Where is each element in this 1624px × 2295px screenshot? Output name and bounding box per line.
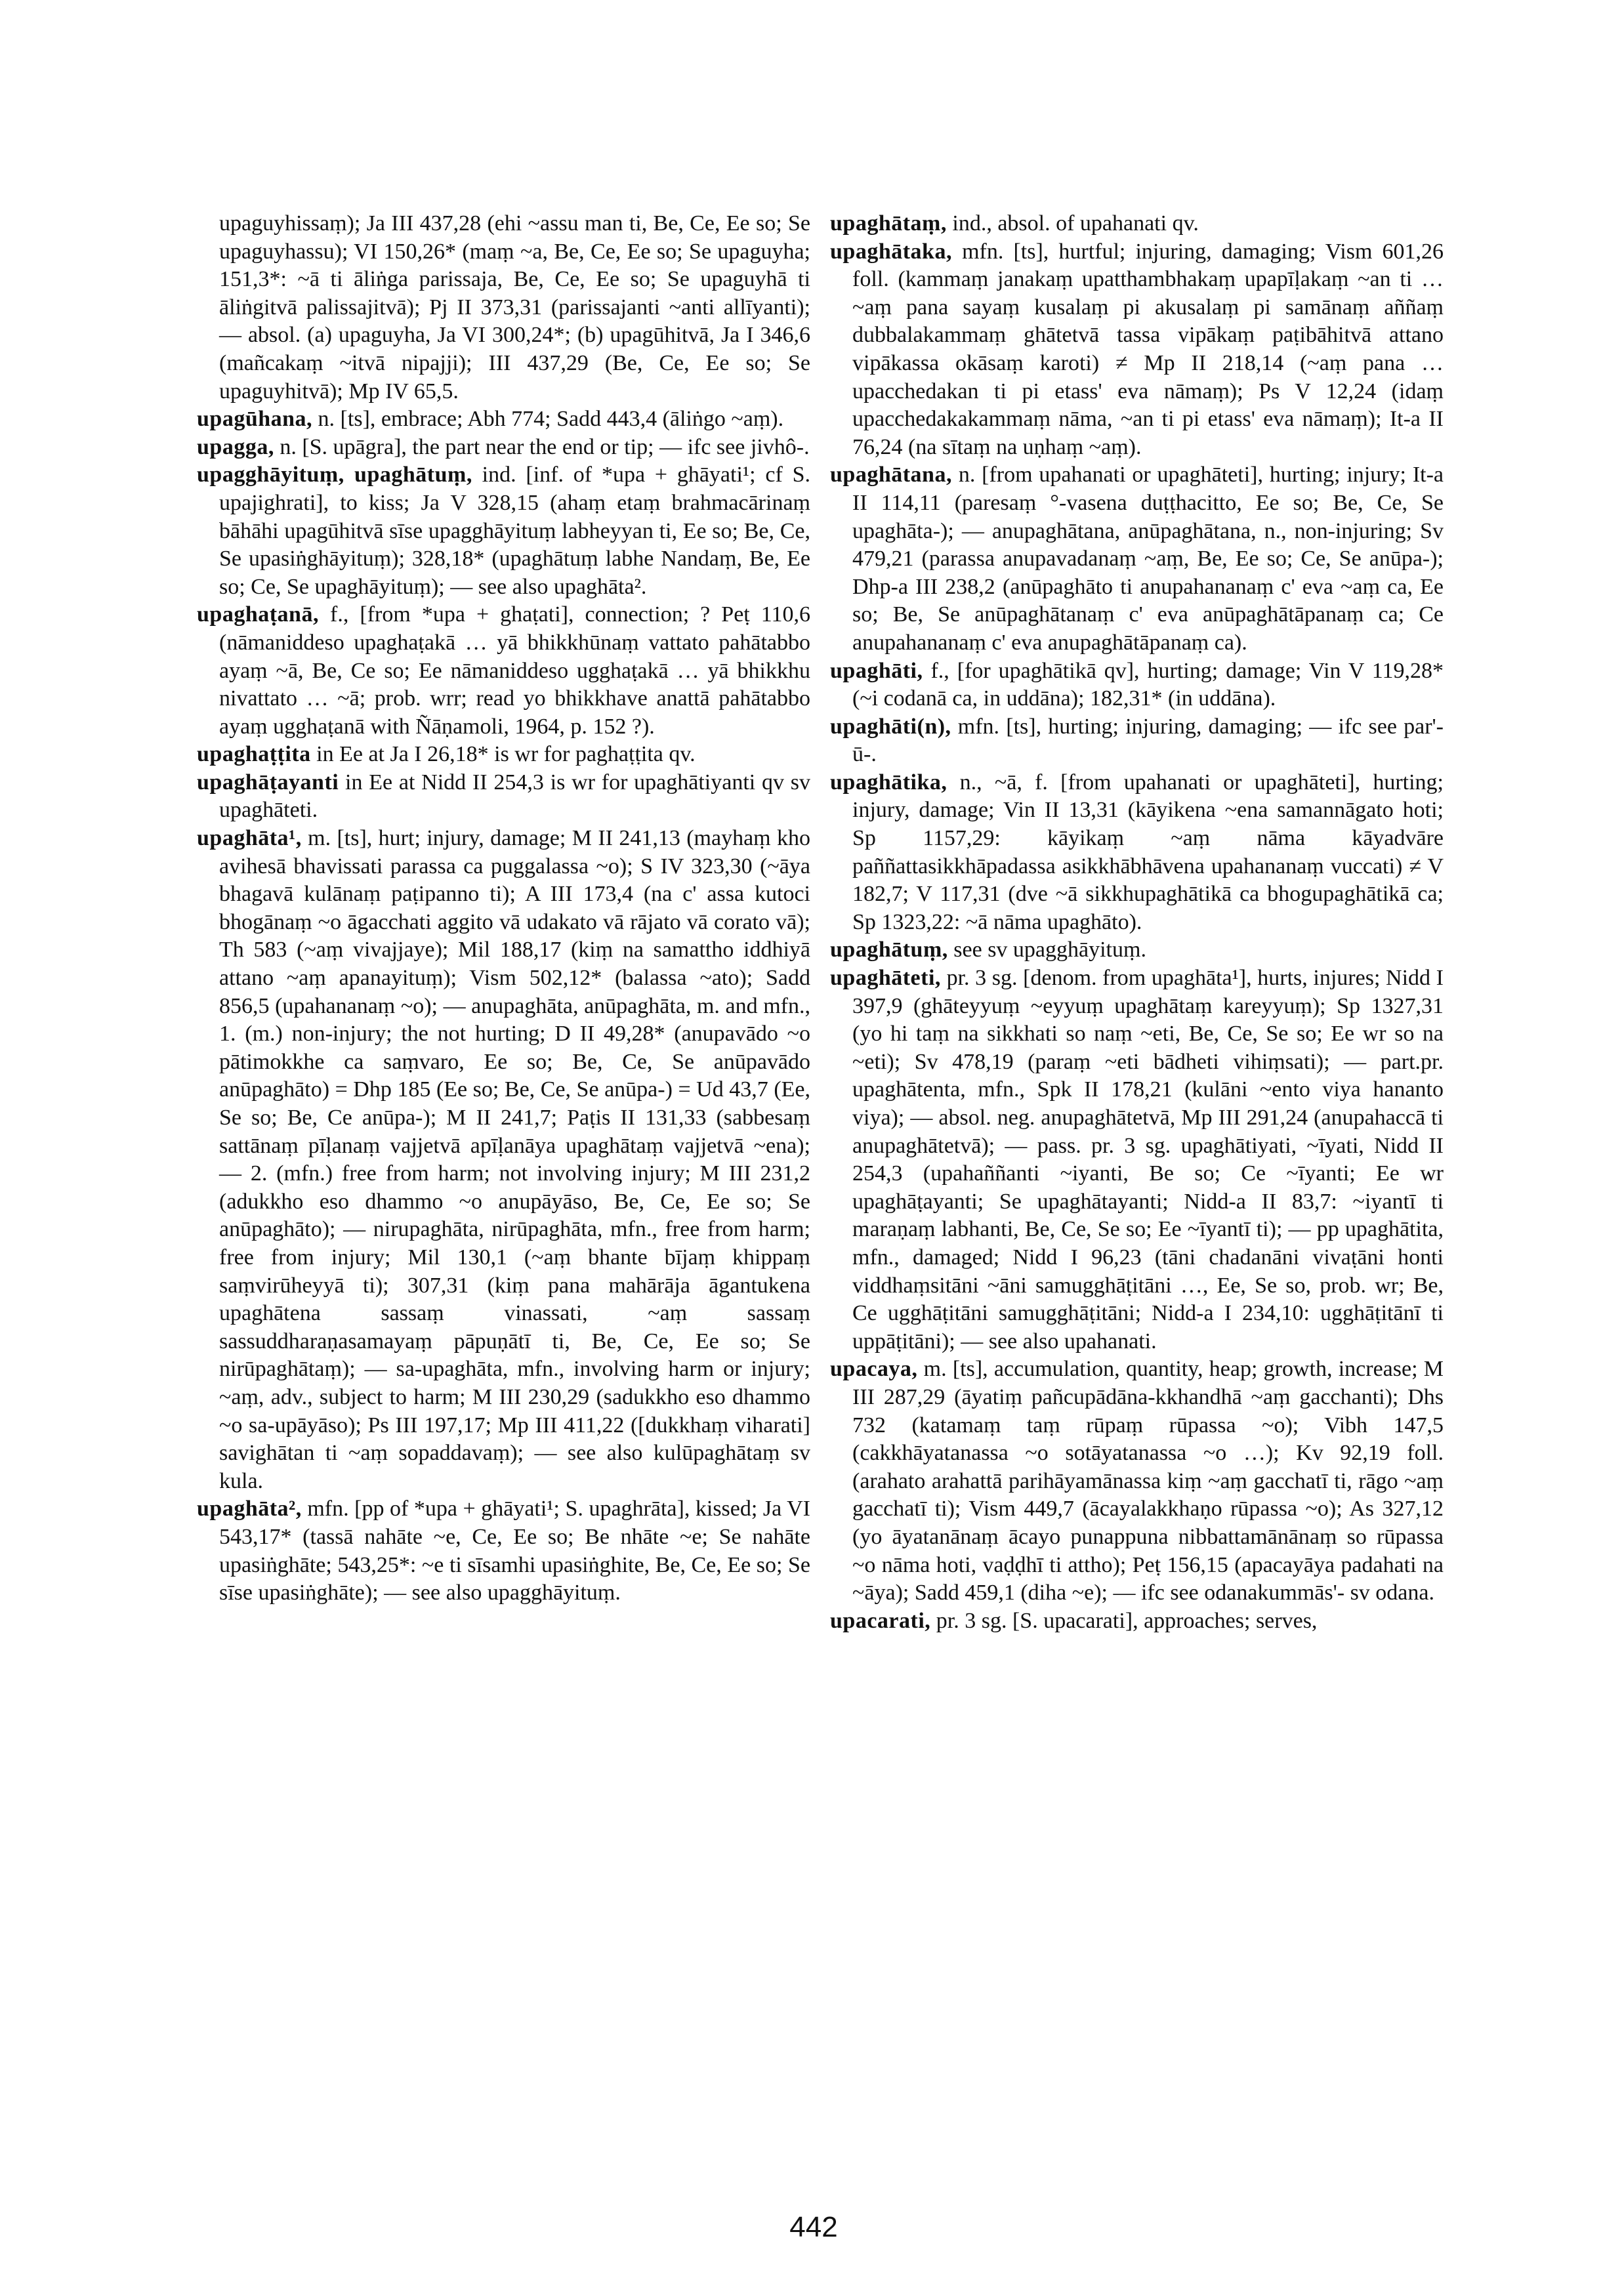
entry-text: mfn. [pp of *upa + ghāyati¹; S. upaghrāta], kissed; Ja VI 543,17* (tassā nahāte ~e, Ce, Ee so; Be nhāte ~e; Se nahāte upasiṅghāte; 543,25*: ~e ti sīsamhi upasiṅghite, Be, Ce, Ee so; Se sīse upasiṅghāte); — see also upagghāyituṃ. xyxy=(219,1497,811,1605)
entry-text: mfn. [ts], hurtful; injuring, damaging; Vism 601,26 foll. (kammaṃ janakaṃ upatthambhakaṃ upapīḷakaṃ ~an ti … ~aṃ pana sayaṃ kusalaṃ pi akusalaṃ pi samānaṃ aññaṃ dubbalakammaṃ ghātetvā tassa vipākaṃ paṭibāhitvā attano vipākassa okāsaṃ karoti) ≠ Mp II 218,14 (~aṃ pana … upacchedakan ti pi etass' eva nāmaṃ); Ps V 12,24 (idaṃ upacchedakakammaṃ nāma, ~an ti pi etass' eva nāmaṃ); It-a II 76,24 (na sītaṃ na uṇhaṃ ~aṃ). xyxy=(852,239,1444,459)
dictionary-entry xyxy=(830,769,1444,937)
entry-text: in Ee at Ja I 26,18* is wr for paghaṭṭita qv. xyxy=(316,742,696,767)
entry-text: upaguyhissaṃ); Ja III 437,28 (ehi ~assu man ti, Be, Ce, Ee so; Se upaguyhassu); VI 150,26* (maṃ ~a, Be, Ce, Ee so; Se upaguyha; 151,3*: ~ā ti āliṅga parissaja, Be, Ce, Ee so; Se upaguyhā ti āliṅgitvā palissajitvā); Pj II 373,31 (parissajanti ~anti allīyanti); — absol. (a) upaguyha, Ja VI 300,24*; (b) upagūhitvā, Ja I 346,6 (mañcakaṃ ~itvā nipajji); III 437,29 (Be, Ce, Ee so; Se upaguyhitvā); Mp IV 65,5. xyxy=(219,211,810,403)
entry-text: f., [from *upa + ghaṭati], connection; ? Peṭ 110,6 (nāmaniddeso upaghaṭakā … yā bhikkhūnaṃ vattato pahātabbo ayaṃ ~ā, Be, Ce so; Ee nāmaniddeso ugghaṭakā … yā bhikkhu nivattato … ~ā; prob. wrr; read yo bhikkhave anattā pahātabbo ayaṃ ugghaṭanā with Ñāṇamoli, 1964, p. 152 ?). xyxy=(219,602,811,739)
dictionary-entry xyxy=(197,434,810,462)
dictionary-entry xyxy=(197,1495,810,1607)
entry-text: pr. 3 sg. [S. upacarati], approaches; serves, xyxy=(936,1608,1318,1633)
entry-headword: upaghāteti, xyxy=(830,966,941,991)
entry-text: m. [ts], hurt; injury, damage; M II 241,13 (mayhaṃ kho avihesā bhavissati parassa ca puggalassa ~o); S IV 323,30 (~āya bhagavā kulānaṃ paṭipanno ti); A III 173,4 (na c' assa kutoci bhogānaṃ ~o āgacchati aggito vā udakato vā rājato vā corato vā); Th 583 (~aṃ vivajjaye); Mil 188,17 (kiṃ na samattho iddhiyā attano ~aṃ apanayituṃ); Vism 502,12* (balassa ~ato); Sadd 856,5 (upahananaṃ ~o); — anupaghāta, anūpaghāta, m. and mfn., 1. (m.) non-injury; the not hurting; D II 49,28* (anupavādo ~o pātimokkhe ca saṃvaro, Ee so; Be, Ce, Se anūpavādo anūpaghāto) = Dhp 185 (Ee so; Be, Ce, Se anūpa-) = Ud 43,7 (Ee, Se so; Be, Ce anūpa-); M II 241,7; Paṭis II 131,33 (sabbesaṃ sattānaṃ pīḷanaṃ vajjetvā apīḷanāya upaghātaṃ vajjetvā ~ena); — 2. (mfn.) free from harm; not involving injury; M III 231,2 (adukkho eso dhammo ~o anupāyāso, Be, Ce, Ee so; Se anūpaghāto); — nirupaghāta, nirūpaghāta, mfn., free from harm; free from injury; Mil 130,1 (~aṃ bhante bījaṃ khippaṃ saṃvirūheyyā ti); 307,31 (kiṃ pana mahārāja āgantukena upaghātena sassaṃ vinassati, ~aṃ sassaṃ sassuddharaṇasamayaṃ pāpuṇātī ti, Be, Ce, Ee so; Se nirūpaghātaṃ); — sa-upaghāta, mfn., involving harm or injury; ~aṃ, adv., subject to harm; M III 230,29 (sadukkho eso dhammo ~o sa-upāyāso); Ps III 197,17; Mp III 411,22 ([dukkhaṃ viharati] savighātan ti ~aṃ sopaddavaṃ); — see also kulūpaghātaṃ sv kula. xyxy=(219,826,810,1493)
dictionary-entry xyxy=(830,461,1444,657)
entry-headword: upaghāti(n), xyxy=(830,714,951,739)
dictionary-entry xyxy=(197,405,810,434)
entry-headword: upaghaṭanā, xyxy=(197,602,319,627)
dictionary-entry xyxy=(830,1607,1444,1636)
dictionary-entry xyxy=(830,657,1444,713)
left-column xyxy=(197,210,810,1607)
entry-headword: upaghātika, xyxy=(830,770,947,795)
dictionary-entry xyxy=(197,210,810,405)
entry-text: see sv upagghāyituṃ. xyxy=(953,938,1146,962)
entry-text: n. [from upahanati or upaghāteti], hurting; injury; It-a II 114,11 (paresaṃ °-vasena duṭṭhacitto, Ee so; Be, Ce, Se upaghāta-); — anupaghātana, anūpaghātana, n., non-injuring; Sv 479,21 (parassa anupavadanaṃ ~aṃ, Be, Ee so; Ce, Se anūpa-); Dhp-a III 238,2 (anūpaghāto ti anupahananaṃ c' eva ~aṃ ca, Ee so; Be, Se anūpaghātanaṃ c' eva anūpaghātāpanaṃ ca; Ce anupahananaṃ c' eva anupaghātāpanaṃ ca). xyxy=(852,463,1444,655)
entry-headword: upagūhana, xyxy=(197,407,313,432)
entry-headword: upaghāṭayanti xyxy=(197,770,339,795)
entry-text: ind., absol. of upahanati qv. xyxy=(952,211,1199,236)
right-column xyxy=(830,210,1444,1635)
dictionary-entry xyxy=(197,741,810,769)
entry-headword: upagga, xyxy=(197,434,274,459)
dictionary-entry xyxy=(830,238,1444,462)
dictionary-entry xyxy=(830,936,1444,964)
entry-headword: upaghātana, xyxy=(830,463,952,487)
entry-headword: upagghāyituṃ, upaghātuṃ, xyxy=(197,463,472,487)
entry-text: m. [ts], accumulation, quantity, heap; growth, increase; M III 287,29 (āyatiṃ pañcupādāna-kkhandhā ~aṃ gacchanti); Dhs 732 (katamaṃ taṃ rūpaṃ rūpassa ~o); Vibh 147,5 (cakkhāyatanassa ~o sotāyatanassa ~o …); Kv 92,19 foll. (arahato arahattā parihāyamānassa kiṃ ~aṃ gacchatī ti, rāgo ~aṃ gacchatī ti); Vism 449,7 (ācayalakkhaṇo rūpassa ~o); As 327,12 (yo āyatanānaṃ ācayo punappuna nibbattamānānaṃ so rūpassa ~o nāma hoti, vaḍḍhī ti attho); Peṭ 156,15 (apacayāya padahati na ~āya); Sadd 459,1 (diha ~e); — ifc see odanakummās'- sv odana. xyxy=(852,1357,1444,1605)
entry-headword: upaghātaka, xyxy=(830,239,952,264)
entry-headword: upaghātuṃ, xyxy=(830,938,948,962)
entry-text: pr. 3 sg. [denom. from upaghāta¹], hurts, injures; Nidd I 397,9 (ghāteyyuṃ ~eyyuṃ upaghātaṃ kareyyuṃ); Sp 1327,31 (yo hi taṃ na sikkhati so naṃ ~eti, Be, Ce, Se so; Ee wr so na ~eti); Sv 478,19 (paraṃ ~eti bādheti vihiṃsati); — part.pr. upaghātenta, mfn., Spk II 178,21 (kulāni ~ento viya hananto viya); — absol. neg. anupaghātetvā, Mp III 291,24 (anupahaccā ti anupaghātetvā); — pass. pr. 3 sg. upaghātiyati, ~īyati, Nidd II 254,3 (upahaññanti ~iyanti, Be so; Ce ~īyanti; Ee wr upaghāṭayanti; Se upaghātayanti; Nidd-a II 83,7: ~iyantī ti maraṇaṃ labhanti, Be, Ce, Se so; Ee ~īyantī ti); — pp upaghātita, mfn., damaged; Nidd I 96,23 (tāni chadanāni vivaṭāni honti viddhaṃsitāni ~āni samugghāṭitāni …, Ee, Se so, prob. wr; Be, Ce ugghāṭitāni samugghāṭitāni; Nidd-a I 234,10: ugghāṭitānī ti uppāṭitāni); — see also upahanati. xyxy=(852,966,1444,1354)
entry-text: mfn. [ts], hurting; injuring, damaging; — ifc see par'-ū-. xyxy=(852,714,1444,767)
entry-headword: upaghāti, xyxy=(830,658,923,683)
dictionary-entry xyxy=(197,461,810,601)
entry-text: in Ee at Nidd II 254,3 is wr for upaghātiyanti qv sv upaghāteti. xyxy=(219,770,810,823)
entry-text: f., [for upaghātikā qv], hurting; damage; Vin V 119,28* (~i codanā ca, in uddāna); 182,31* (in uddāna). xyxy=(852,658,1444,711)
entry-headword: upacaya, xyxy=(830,1357,918,1382)
dictionary-entry xyxy=(197,601,810,741)
entry-text: n., ~ā, f. [from upahanati or upaghāteti], hurting; injury, damage; Vin II 13,31 (kāyikena ~ena samannāgato hoti; Sp 1157,29: kāyikaṃ ~aṃ nāma kāyadvāre paññattasikkhāpadassa asikkhābhāvena upahananaṃ vuccati) ≠ V 182,7; V 117,31 (dve ~ā sikkhupaghātikā ca bhogupaghātikā ca; Sp 1323,22: ~ā nāma upaghāto). xyxy=(852,770,1444,934)
entry-headword: upacarati, xyxy=(830,1608,931,1633)
entry-headword: upaghātaṃ, xyxy=(830,211,947,236)
dictionary-entry xyxy=(830,210,1444,238)
entry-headword: upaghāta¹, xyxy=(197,826,302,851)
entry-text: ind. [inf. of *upa + ghāyati¹; cf S. upajighrati], to kiss; Ja V 328,15 (ahaṃ etaṃ brahmacārinaṃ bāhāhi upagūhitvā sīse upagghāyituṃ labheyyan ti, Ee so; Be, Ce, Se upasiṅghāyituṃ); 328,18* (upaghātuṃ labhe Nandaṃ, Be, Ee so; Ce, Se upaghāyituṃ); — see also upaghāta². xyxy=(219,463,810,599)
dictionary-entry xyxy=(830,964,1444,1355)
entry-text: n. [S. upāgra], the part near the end or tip; — ifc see jivhô-. xyxy=(280,434,810,459)
dictionary-entry xyxy=(830,1355,1444,1607)
page-number: 442 xyxy=(789,2211,838,2243)
entry-headword: upaghāta², xyxy=(197,1497,302,1521)
entry-text: n. [ts], embrace; Abh 774; Sadd 443,4 (āliṅgo ~aṃ). xyxy=(318,407,784,432)
dictionary-entry xyxy=(830,713,1444,769)
entry-headword: upaghaṭṭita xyxy=(197,742,311,767)
dictionary-entry xyxy=(197,769,810,825)
dictionary-entry xyxy=(197,825,810,1495)
